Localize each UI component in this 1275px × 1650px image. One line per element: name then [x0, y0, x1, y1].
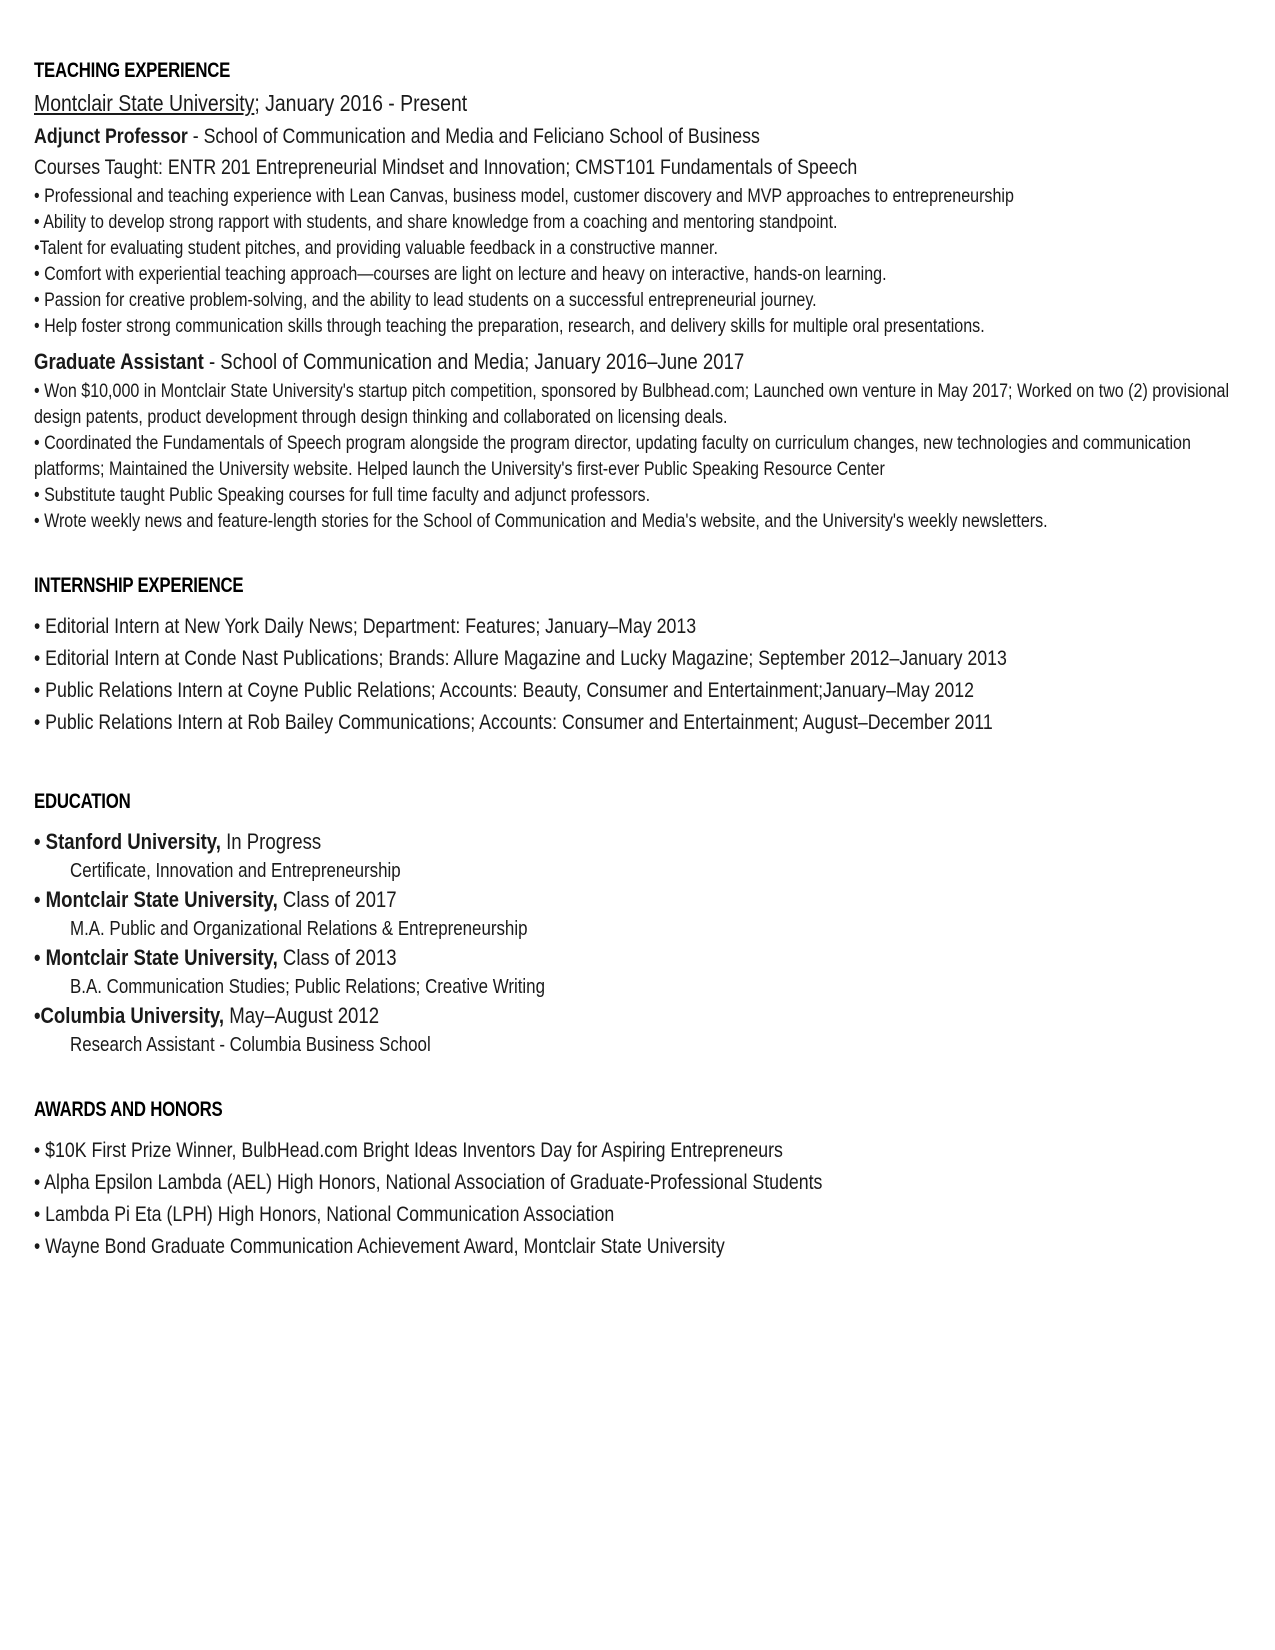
education-school-name: • Montclair State University,: [34, 887, 278, 913]
graduate-assistant-bullet: • Substitute taught Public Speaking courses for full time faculty and adjunct professors.: [34, 485, 651, 507]
graduate-assistant-bullet: • Won $10,000 in Montclair State University's startup pitch competition, sponsored by Bulbhead.com; Launched own venture in May 2017; Worked on two (2) provisional design patents, product development through design thinking and collaborated on licensing deals.: [34, 381, 1230, 429]
education-status: Class of 2017: [277, 887, 397, 913]
teaching-organization-name: Montclair State University: [34, 90, 255, 117]
section-heading-education: EDUCATION: [34, 790, 131, 814]
award-bullet: • Lambda Pi Eta (LPH) High Honors, National Communication Association: [34, 1203, 615, 1227]
graduate-assistant-bullet: • Coordinated the Fundamentals of Speech program alongside the program director, updating faculty on curriculum changes, new technologies and communication platforms; Maintained the University website. Helped launch the University's first-ever Public Speaking Resource Center: [34, 433, 1191, 481]
teaching-organization-dates: ; January 2016 - Present: [254, 90, 468, 117]
education-entry: [34, 1001, 1234, 1031]
education-school-name: • Montclair State University,: [34, 945, 278, 971]
education-degree-detail: Certificate, Innovation and Entrepreneurship: [70, 860, 401, 883]
teaching-bullet: • Ability to develop strong rapport with students, and share knowledge from a coaching and mentoring standpoint.: [34, 212, 838, 234]
internship-bullet: • Editorial Intern at Conde Nast Publications; Brands: Allure Magazine and Lucky Magazine; September 2012–January 2013: [34, 647, 1007, 671]
internship-bullet: • Editorial Intern at New York Daily News; Department: Features; January–May 2013: [34, 615, 697, 639]
section-heading-internship-experience: INTERNSHIP EXPERIENCE: [34, 574, 244, 598]
teaching-bullet: • Passion for creative problem-solving, and the ability to lead students on a successful entrepreneurial journey.: [34, 290, 817, 312]
award-bullet: • Wayne Bond Graduate Communication Achievement Award, Montclair State University: [34, 1235, 725, 1259]
teaching-bullet: •Talent for evaluating student pitches, and providing valuable feedback in a constructive manner.: [34, 238, 718, 260]
education-entry: [34, 885, 1234, 915]
education-degree-detail: Research Assistant - Columbia Business School: [70, 1034, 431, 1057]
education-school-name: • Stanford University,: [34, 829, 221, 855]
education-status: Class of 2013: [277, 945, 397, 971]
role-title-adjunct-professor: [34, 123, 1234, 151]
teaching-organization-line: [34, 88, 1234, 118]
internship-bullet: • Public Relations Intern at Rob Bailey Communications; Accounts: Consumer and Entertainment; August–December 2011: [34, 711, 993, 735]
role-name-graduate-assistant: Graduate Assistant: [34, 349, 204, 375]
education-status: In Progress: [220, 829, 322, 855]
resume-content: [34, 60, 1234, 1263]
award-bullet: • $10K First Prize Winner, BulbHead.com Bright Ideas Inventors Day for Aspiring Entrepreneurs: [34, 1139, 783, 1163]
education-entry: [34, 943, 1234, 973]
teaching-bullet: • Comfort with experiential teaching approach—courses are light on lecture and heavy on interactive, hands-on learning.: [34, 264, 887, 286]
internship-bullet: • Public Relations Intern at Coyne Public Relations; Accounts: Beauty, Consumer and Entertainment;January–May 2012: [34, 679, 974, 703]
education-degree-detail: B.A. Communication Studies; Public Relations; Creative Writing: [70, 976, 545, 999]
teaching-bullet: • Professional and teaching experience with Lean Canvas, business model, customer discovery and MVP approaches to entrepreneurship: [34, 186, 1014, 208]
section-heading-awards-and-honors: AWARDS AND HONORS: [34, 1098, 223, 1122]
graduate-assistant-bullet: • Wrote weekly news and feature-length stories for the School of Communication and Media's website, and the University's weekly newsletters.: [34, 511, 1048, 533]
education-status: May–August 2012: [224, 1003, 380, 1029]
section-heading-teaching-experience: TEACHING EXPERIENCE: [34, 59, 231, 82]
award-bullet: • Alpha Epsilon Lambda (AEL) High Honors, National Association of Graduate-Professional Students: [34, 1171, 823, 1195]
education-degree-detail: M.A. Public and Organizational Relations & Entrepreneurship: [70, 918, 528, 941]
education-school-name: •Columbia University,: [34, 1003, 225, 1029]
role-title-graduate-assistant: [34, 347, 1234, 377]
teaching-bullet: • Help foster strong communication skills through teaching the preparation, research, and delivery skills for multiple oral presentations.: [34, 316, 985, 338]
courses-taught-line: Courses Taught: ENTR 201 Entrepreneurial Mindset and Innovation; CMST101 Fundamentals of Speech: [34, 156, 858, 180]
education-entry: [34, 827, 1234, 857]
role-name-adjunct-professor: Adjunct Professor: [34, 125, 188, 149]
role-detail-adjunct-professor: - School of Communication and Media and Feliciano School of Business: [187, 125, 760, 149]
role-detail-graduate-assistant: - School of Communication and Media; January 2016–June 2017: [203, 349, 745, 375]
